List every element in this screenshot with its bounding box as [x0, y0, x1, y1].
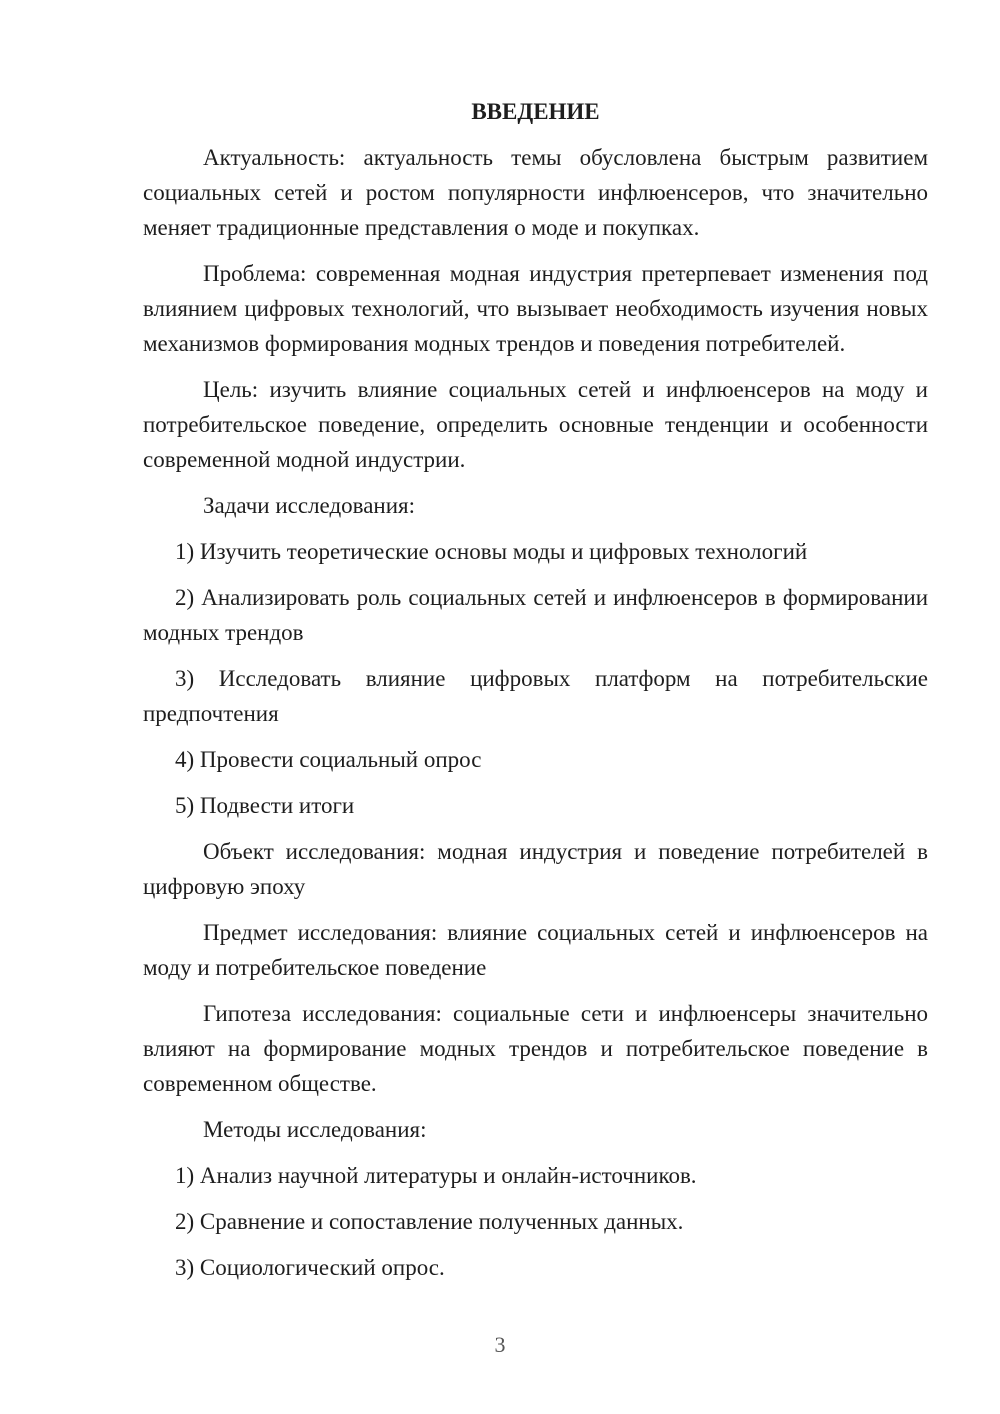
paragraph-object: Объект исследования: модная индустрия и поведение потребителей в цифровую эпоху [143, 839, 928, 899]
page-number: 3 [494, 1332, 506, 1357]
paragraph-relevance: Актуальность: актуальность темы обусловлена быстрым развитием социальных сетей и ростом популярности инфлюенсеров, что значительно меняет традиционные представления о моде и покупках. [143, 145, 928, 240]
paragraph-methods-heading: Методы исследования: [203, 1117, 427, 1142]
task-item-3: 3) Исследовать влияние цифровых платформ на потребительские предпочтения [143, 666, 928, 726]
method-item-2: 2) Сравнение и сопоставление полученных данных. [175, 1209, 684, 1234]
method-item-3: 3) Социологический опрос. [175, 1255, 445, 1280]
task-item-2: 2) Анализировать роль социальных сетей и инфлюенсеров в формировании модных трендов [143, 585, 928, 645]
paragraph-hypothesis: Гипотеза исследования: социальные сети и инфлюенсеры значительно влияют на формирование модных трендов и потребительское поведение в современном обществе. [143, 1001, 928, 1096]
paragraph-goal: Цель: изучить влияние социальных сетей и инфлюенсеров на моду и потребительское поведение, определить основные тенденции и особенности современной модной индустрии. [143, 377, 928, 472]
task-item-5: 5) Подвести итоги [175, 793, 355, 818]
page-content [143, 94, 928, 1296]
section-title: ВВЕДЕНИЕ [471, 99, 600, 124]
task-item-4: 4) Провести социальный опрос [175, 747, 482, 772]
task-item-1: 1) Изучить теоретические основы моды и цифровых технологий [175, 539, 808, 564]
method-item-1: 1) Анализ научной литературы и онлайн-источников. [175, 1163, 697, 1188]
paragraph-tasks-heading: Задачи исследования: [203, 493, 416, 518]
paragraph-subject: Предмет исследования: влияние социальных сетей и инфлюенсеров на моду и потребительское поведение [143, 920, 928, 980]
paragraph-problem: Проблема: современная модная индустрия претерпевает изменения под влиянием цифровых технологий, что вызывает необходимость изучения новых механизмов формирования модных трендов и поведения потребителей. [143, 261, 928, 356]
